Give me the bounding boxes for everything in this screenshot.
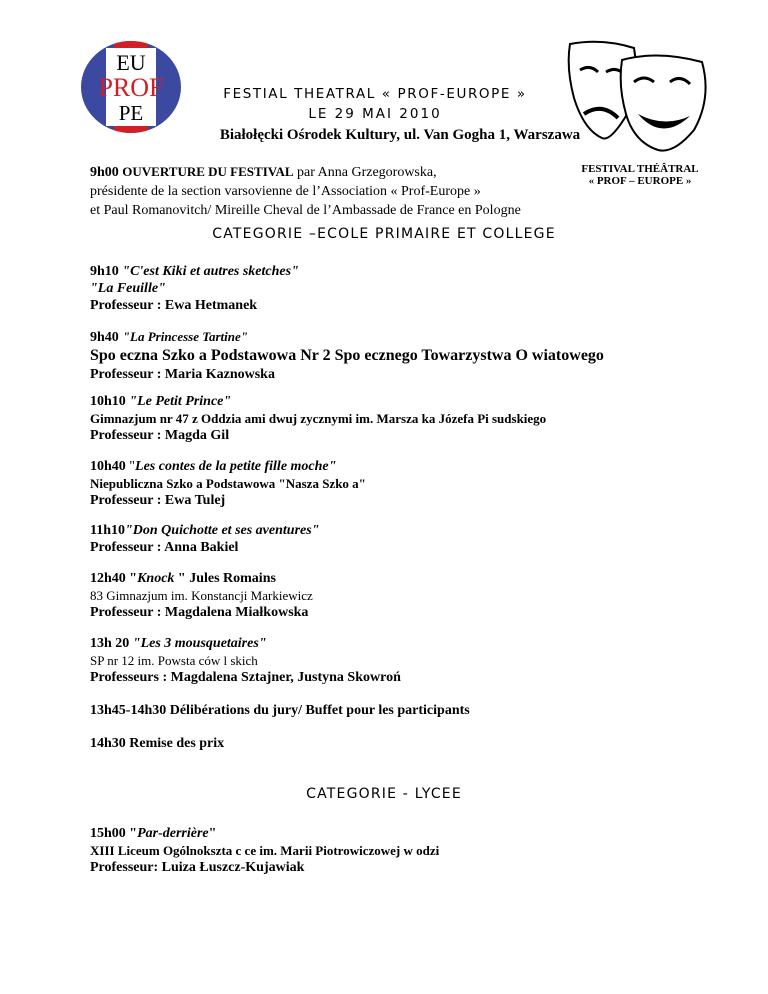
category-heading-primary: CATEGORIE –ECOLE PRIMAIRE ET COLLEGE (212, 226, 556, 242)
category-heading-lycee: CATEGORIE - LYCEE (306, 786, 462, 802)
program-entry: 10h10 "Le Petit Prince" Gimnazjum nr 47 z Oddzia ami dwuj zycznymi im. Marsza ka Józefa Pi sudskiego Professeur : Magda Gil (90, 394, 547, 443)
svg-text:EU: EU (116, 50, 146, 75)
program-entry: 12h40 "Knock " Jules Romains 83 Gimnazjum im. Konstancji Markiewicz Professeur : Magdalena Miałkowska (90, 571, 313, 620)
program-entry: 11h10"Don Quichotte et ses aventures" Professeur : Anna Bakiel (90, 523, 320, 555)
masks-caption: FESTIVAL THÉÂTRAL « PROF – EUROPE » (581, 163, 699, 187)
svg-text:PROF: PROF (98, 73, 164, 102)
venue-address: Białołęcki Ośrodek Kultury, ul. Van Gogha 1, Warszawa (219, 127, 581, 143)
svg-text:PE: PE (118, 101, 144, 125)
program-entry: 13h 20 "Les 3 mousquetaires" SP nr 12 im. Powsta ców l skich Professeurs : Magdalena Sztajner, Justyna Skowroń (90, 636, 401, 685)
program-entry: 15h00 "Par-derrière" XIII Liceum Ogólnokszta c ce im. Marii Piotrowiczowej w odzi Professeur: Luiza Łuszcz-Kujawiak (90, 826, 440, 875)
program-entry: 10h40 "Les contes de la petite fille moche" Niepubliczna Szko a Podstawowa "Nasza Szko a" Professeur : Ewa Tulej (90, 459, 366, 508)
festival-title: FESTIAL THEATRAL « PROF-EUROPE » (223, 86, 527, 102)
opening-paragraph: 9h00 OUVERTURE DU FESTIVAL par Anna Grzegorowska, présidente de la section varsovienne de l’Association « Prof-Europe » et Paul Romanovitch/ Mireille Cheval de l’Ambassade de France en Pologne (90, 164, 521, 218)
theatre-masks-illustration (562, 38, 714, 156)
jury-deliberation: 13h45-14h30 Délibérations du jury/ Buffet pour les participants (90, 703, 470, 718)
prize-ceremony: 14h30 Remise des prix (90, 736, 225, 751)
festival-date: LE 29 MAI 2010 (308, 106, 442, 122)
program-entry: 9h40 "La Princesse Tartine" Spo eczna Szko a Podstawowa Nr 2 Spo ecznego Towarzystwa O wiatowego Professeur : Maria Kaznowska (90, 329, 604, 382)
program-entry: 9h10 "C'est Kiki et autres sketches" "La Feuille" Professeur : Ewa Hetmanek (90, 264, 299, 313)
